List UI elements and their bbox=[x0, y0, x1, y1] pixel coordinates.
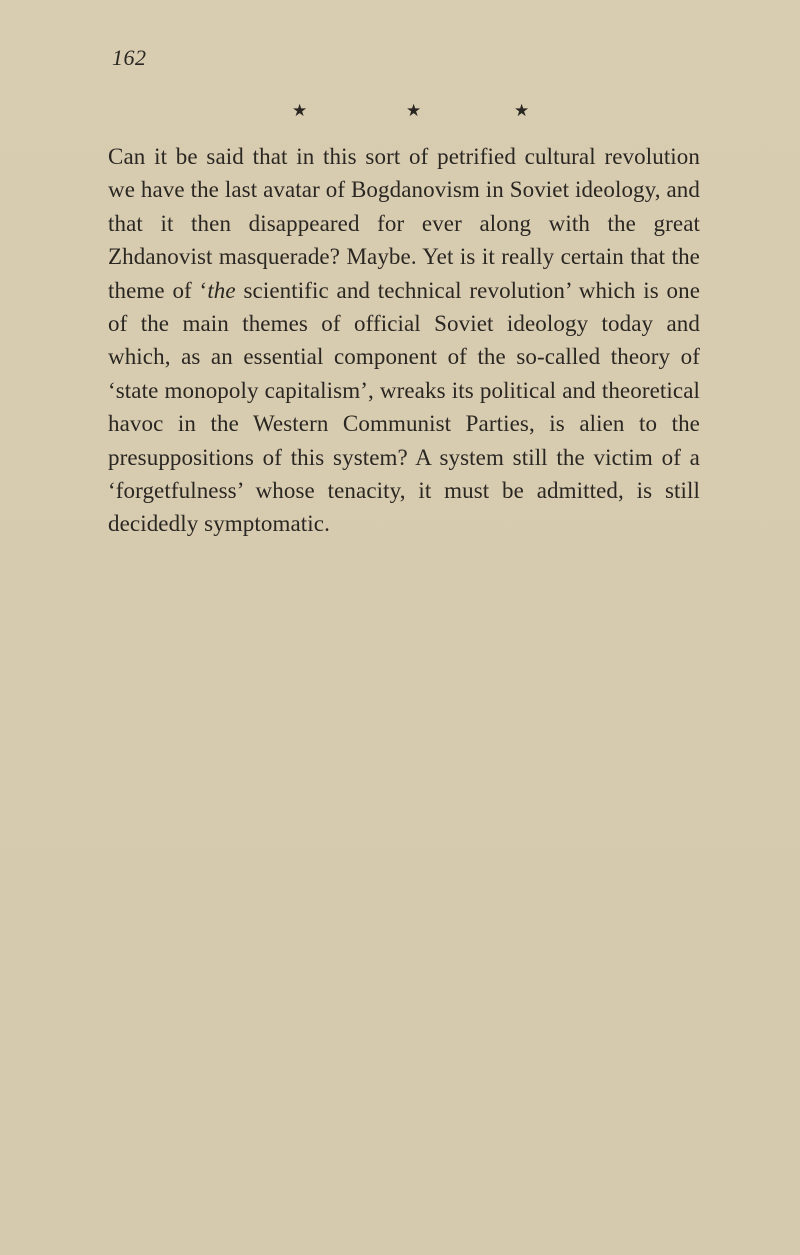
paragraph-text-part2: scientific and technical revolution’ which is one of the main themes of official Soviet ideology today and which, as an essential component of the so-called theory of ‘state monopoly capitalism’, wreaks its political and theoretical havoc in the Western Communist Parties, is alien to the presuppositions of this system? A system still the victim of a ‘forgetfulness’ whose tenacity, it must be admitted, is still decidedly symptomatic. bbox=[108, 277, 700, 537]
section-break-star: ★ bbox=[514, 101, 530, 120]
section-break-star: ★ bbox=[406, 101, 422, 120]
page-number: 162 bbox=[112, 45, 147, 70]
section-break-star: ★ bbox=[292, 101, 308, 120]
paragraph-emphasis: the bbox=[207, 277, 236, 303]
paragraph-text-part1: Can it be said that in this sort of petrified cultural revolution we have the last avatar of Bogdanovism in Soviet ideology, and that it then disappeared for ever along with the great Zhdanovist masquerade? Maybe. Yet is it really certain that the theme of ‘ bbox=[108, 144, 700, 303]
body-paragraph bbox=[108, 140, 700, 541]
section-break bbox=[0, 96, 800, 126]
